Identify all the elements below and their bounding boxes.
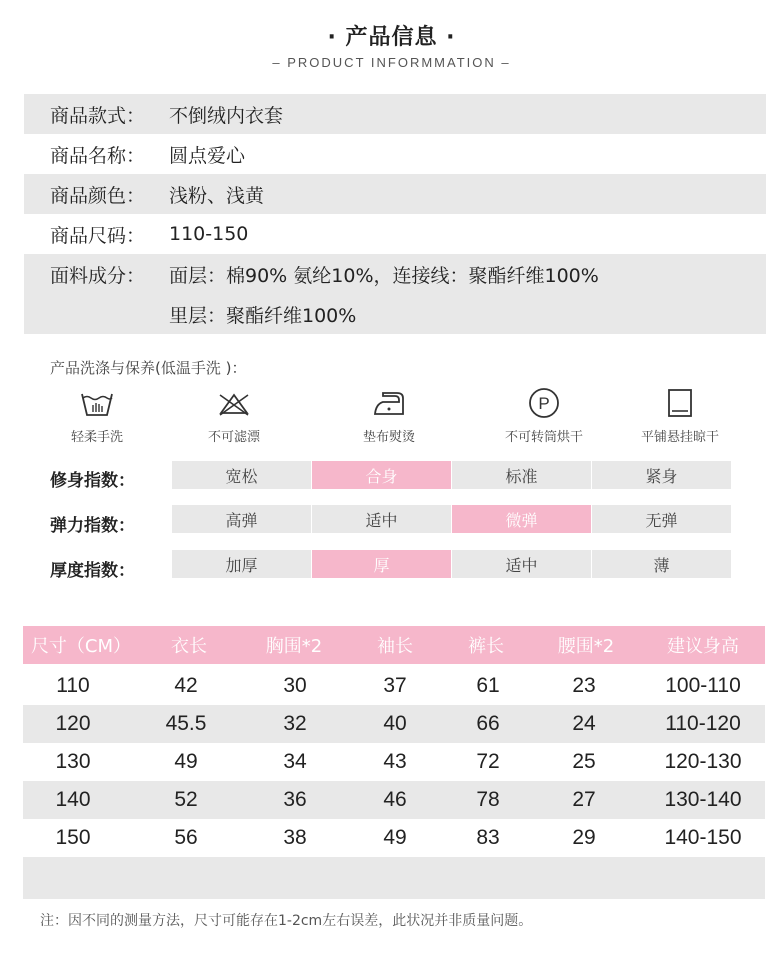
flat-dry-icon: [615, 386, 745, 420]
info-value: 不倒绒内衣套: [169, 104, 284, 127]
info-label: 面料成分：: [50, 264, 146, 287]
table-cell: 24: [572, 712, 596, 735]
table-cell: 32: [283, 712, 307, 735]
table-cell: 49: [174, 750, 198, 773]
care-item-no-bleach: [169, 386, 299, 445]
info-row-color: [24, 174, 766, 214]
stretch-index-scale: [172, 505, 731, 533]
table-cell: 130: [55, 750, 91, 773]
index-option-selected: 厚: [312, 550, 451, 578]
table-cell: 36: [283, 788, 307, 811]
info-row-material: [24, 254, 766, 334]
info-value: 里层：聚酯纤维100%: [169, 304, 357, 327]
info-value: 面层：棉90% 氨纶10%，连接线：聚酯纤维100%: [169, 264, 599, 287]
table-row: [23, 667, 765, 705]
table-cell: 110: [56, 674, 90, 697]
index-option: 薄: [592, 550, 731, 578]
fit-index-label: 修身指数：: [50, 471, 135, 491]
care-label: 不可滤漂: [207, 430, 260, 445]
thickness-index-scale: [172, 550, 731, 578]
table-cell: 120-130: [664, 750, 742, 773]
iron-icon: [324, 386, 454, 420]
care-item-no-tumble: [479, 386, 609, 445]
care-label: 轻柔手洗: [70, 430, 123, 445]
table-cell: 38: [283, 826, 307, 849]
no-bleach-icon: [169, 386, 299, 420]
table-cell: 100-110: [665, 674, 741, 697]
table-cell: 130-140: [664, 788, 742, 811]
care-title: 产品洗涤与保养(低温手洗 )：: [50, 359, 247, 377]
page-title: · 产品信息 ·: [327, 25, 456, 50]
index-option: 适中: [312, 505, 451, 533]
info-value: 浅粉、浅黄: [169, 184, 265, 207]
table-row-empty: [23, 857, 765, 899]
care-item-iron: [324, 386, 454, 445]
index-option: 加厚: [172, 550, 311, 578]
info-row-size: [24, 214, 766, 254]
table-row: [23, 781, 765, 819]
svg-text:P: P: [538, 394, 550, 413]
footnote: 注：因不同的测量方法，尺寸可能存在1-2cm左右误差，此状况并非质量问题。: [40, 913, 533, 929]
page-subtitle: – PRODUCT INFORMMATION –: [272, 55, 511, 70]
stretch-index-label: 弹力指数：: [50, 516, 135, 536]
table-cell: 29: [572, 826, 596, 849]
table-cell: 30: [283, 674, 307, 697]
care-item-hand-wash: [32, 386, 162, 445]
table-cell: 78: [476, 788, 500, 811]
care-item-flat-dry: [615, 386, 745, 445]
table-cell: 40: [383, 712, 407, 735]
index-option: 高弹: [172, 505, 311, 533]
table-cell: 140: [55, 788, 91, 811]
index-option: 无弹: [592, 505, 731, 533]
info-label: 商品名称：: [50, 144, 146, 167]
info-label: 商品颜色：: [50, 184, 146, 207]
table-cell: 66: [476, 712, 500, 735]
table-cell: 52: [174, 788, 198, 811]
table-header-cell: 胸围*2: [265, 636, 323, 657]
thickness-index-label: 厚度指数：: [50, 561, 135, 581]
index-option: 标准: [452, 461, 591, 489]
table-cell: 43: [383, 750, 407, 773]
info-value: 圆点爱心: [169, 144, 246, 167]
table-cell: 83: [476, 826, 500, 849]
table-cell: 37: [383, 674, 407, 697]
hand-wash-icon: [32, 386, 162, 420]
info-label: 商品尺码：: [50, 224, 146, 247]
table-row: [23, 819, 765, 857]
table-cell: 49: [383, 826, 407, 849]
info-row-style: [24, 94, 766, 134]
table-cell: 34: [283, 750, 307, 773]
info-row-name: [24, 134, 766, 174]
index-option-selected: 微弹: [452, 505, 591, 533]
fit-index-scale: [172, 461, 731, 489]
table-header-cell: 尺寸（CM）: [30, 636, 132, 657]
table-cell: 120: [55, 712, 91, 735]
table-cell: 110-120: [665, 712, 741, 735]
index-option-selected: 合身: [312, 461, 451, 489]
info-label: 商品款式：: [50, 104, 146, 127]
table-cell: 25: [572, 750, 596, 773]
table-row: [23, 705, 765, 743]
table-header-cell: 建议身高: [667, 636, 739, 657]
table-cell: 46: [383, 788, 407, 811]
table-cell: 27: [572, 788, 596, 811]
index-option: 宽松: [172, 461, 311, 489]
table-header-cell: 衣长: [171, 636, 207, 657]
size-table-header: [23, 626, 765, 664]
table-cell: 72: [476, 750, 500, 773]
table-cell: 140-150: [664, 826, 742, 849]
table-cell: 150: [55, 826, 91, 849]
table-header-cell: 腰围*2: [557, 636, 615, 657]
care-label: 平铺悬挂晾干: [640, 430, 719, 445]
table-cell: 23: [572, 674, 596, 697]
table-cell: 61: [476, 674, 500, 697]
index-option: 紧身: [592, 461, 731, 489]
dry-clean-p-icon: [479, 386, 609, 420]
table-header-cell: 裤长: [468, 636, 504, 657]
table-header-cell: 袖长: [377, 636, 413, 657]
table-cell: 45.5: [165, 712, 207, 735]
info-value: 110-150: [169, 223, 249, 245]
care-label: 不可转筒烘干: [504, 430, 583, 445]
table-row: [23, 743, 765, 781]
table-cell: 56: [174, 826, 198, 849]
table-cell: 42: [174, 674, 198, 697]
index-option: 适中: [452, 550, 591, 578]
care-label: 垫布熨烫: [362, 430, 415, 445]
